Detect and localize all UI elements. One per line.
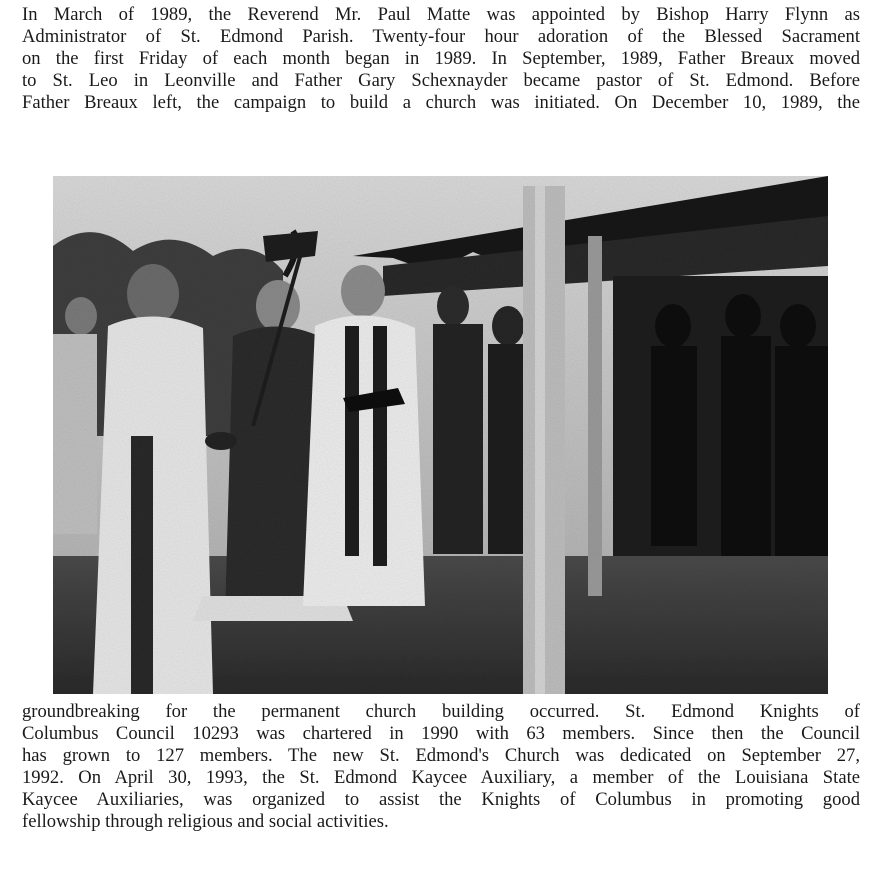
paragraph-line: Father Breaux left, the campaign to build a church was initiated. On December 10, 1989, the [22,92,860,113]
paragraph-line: Administrator of St. Edmond Parish. Twenty-four hour adoration of the Blessed Sacrament [22,26,860,47]
paragraph-line: groundbreaking for the permanent church building occurred. St. Edmond Knights of [22,701,860,722]
paragraph-line: on the first Friday of each month began in 1989. In September, 1989, Father Breaux moved [22,48,860,69]
paragraph-line: In March of 1989, the Reverend Mr. Paul Matte was appointed by Bishop Harry Flynn as [22,4,860,25]
paragraph-top [22,4,860,114]
paragraph-line: Kaycee Auxiliaries, was organized to assist the Knights of Columbus in promoting good [22,789,860,810]
groundbreaking-photo [53,176,828,694]
paragraph-line: to St. Leo in Leonville and Father Gary Schexnayder became pastor of St. Edmond. Before [22,70,860,91]
paragraph-line: Columbus Council 10293 was chartered in 1990 with 63 members. Since then the Council [22,723,860,744]
paragraph-line: has grown to 127 members. The new St. Edmond's Church was dedicated on September 27, [22,745,860,766]
photo-illustration [53,176,828,694]
paragraph-line: fellowship through religious and social activities. [22,811,389,832]
paragraph-bottom [22,701,860,833]
paragraph-line: 1992. On April 30, 1993, the St. Edmond Kaycee Auxiliary, a member of the Louisiana State [22,767,860,788]
